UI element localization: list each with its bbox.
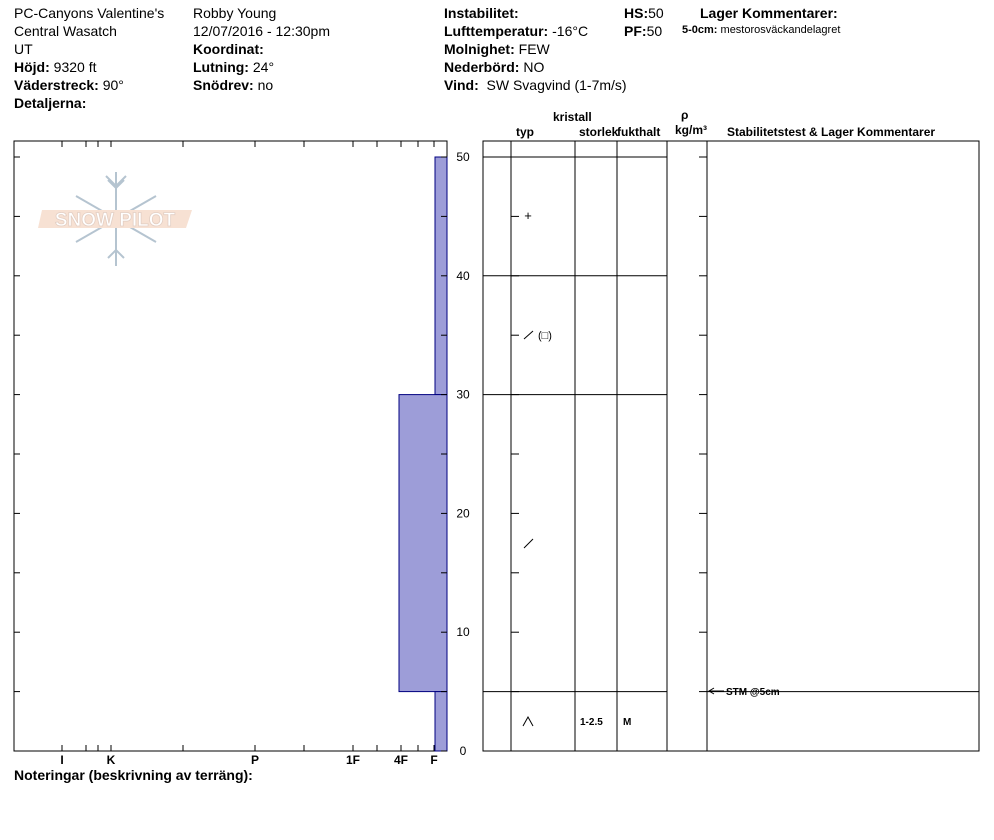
- depth-label: 0: [459, 744, 467, 758]
- range-name: Central Wasatch: [14, 23, 117, 39]
- grain-symbol: [524, 331, 533, 339]
- header-crystal: kristall: [553, 110, 592, 124]
- grain-size: 1-2.5: [580, 717, 603, 728]
- sky-value: FEW: [518, 41, 550, 57]
- grain-symbol: +: [524, 208, 532, 223]
- depth-label: 40: [456, 268, 470, 283]
- details-label: Detaljerna:: [14, 95, 87, 111]
- precip-label: Nederbörd:: [444, 59, 520, 75]
- observation-datetime: 12/07/2016 - 12:30pm: [193, 23, 330, 39]
- layer-bar: [435, 692, 447, 751]
- stability-test-marker: [709, 687, 780, 698]
- pf-value: 50: [646, 23, 663, 39]
- depth-label: 20: [456, 506, 470, 521]
- moisture-value: M: [623, 717, 632, 728]
- depth-ticks-left: [14, 157, 447, 751]
- header-moisture: fukthalt: [617, 125, 661, 139]
- drift-value: no: [257, 77, 274, 93]
- airtemp-value: -16°C: [552, 23, 589, 39]
- layer-comment-text: mestorosväckandelagret: [720, 24, 841, 36]
- hardness-label: 4F: [393, 753, 409, 767]
- precip-value: NO: [523, 59, 545, 75]
- header-type: typ: [516, 125, 534, 139]
- coordinate-label: Koordinat:: [193, 41, 264, 57]
- notes-label: Noteringar (beskrivning av terräng):: [14, 767, 253, 783]
- logo-text: SNOW PILOT: [54, 210, 176, 231]
- hs-value: 50: [648, 5, 664, 21]
- depth-axis-labels: [456, 150, 470, 758]
- grain-symbol: [523, 717, 533, 726]
- snowpilot-logo: [38, 172, 192, 266]
- hardness-label: P: [250, 753, 260, 767]
- stability-test-label: STM @5cm: [726, 687, 780, 698]
- hardness-label: K: [106, 753, 116, 767]
- aspect-value: 90°: [102, 77, 124, 93]
- slope-value: 24°: [252, 59, 275, 75]
- drift-label: Snödrev:: [193, 77, 254, 93]
- layer-comment-range: 5-0cm:: [682, 24, 718, 36]
- grain-symbol-secondary: (□): [538, 330, 552, 342]
- hardness-label: F: [430, 753, 438, 767]
- sky-label: Molnighet:: [444, 41, 515, 57]
- instability-label: Instabilitet:: [444, 5, 519, 21]
- state-name: UT: [14, 41, 33, 57]
- header-rho: ρ: [681, 108, 689, 122]
- header-size: storlek: [579, 125, 619, 139]
- depth-label: 50: [456, 150, 470, 164]
- depth-label: 10: [456, 625, 470, 640]
- hardness-plot-frame: [14, 141, 447, 751]
- aspect-label: Väderstreck:: [14, 77, 99, 93]
- layer-comments-label: Lager Kommentarer:: [700, 5, 838, 21]
- observer-name: Robby Young: [193, 5, 277, 21]
- layer-table-frame: [483, 141, 979, 751]
- table-depth-ticks: [511, 157, 707, 751]
- hardness-label: I: [60, 753, 64, 767]
- grain-symbol: [524, 539, 533, 548]
- layer-row-lines: [483, 157, 979, 692]
- slope-label: Lutning:: [193, 59, 249, 75]
- elevation-value: 9320 ft: [53, 59, 97, 75]
- elevation-label: Höjd:: [14, 59, 50, 75]
- header-stability: Stabilitetstest & Lager Kommentarer: [727, 125, 936, 139]
- location-name: PC-Canyons Valentine's: [14, 5, 165, 21]
- header-density-unit: kg/m³: [675, 123, 708, 137]
- wind-value: SW Svagvind (1-7m/s): [486, 77, 627, 93]
- depth-label: 30: [456, 387, 470, 402]
- hs-label: HS:: [624, 5, 649, 21]
- pf-label: PF:: [624, 23, 647, 39]
- layer-bar: [399, 395, 447, 692]
- airtemp-label: Lufttemperatur:: [444, 23, 549, 39]
- hardness-label: 1F: [345, 753, 361, 767]
- layer-bars: [399, 157, 447, 751]
- wind-label: Vind:: [444, 77, 479, 93]
- layer-row-content: [523, 208, 631, 728]
